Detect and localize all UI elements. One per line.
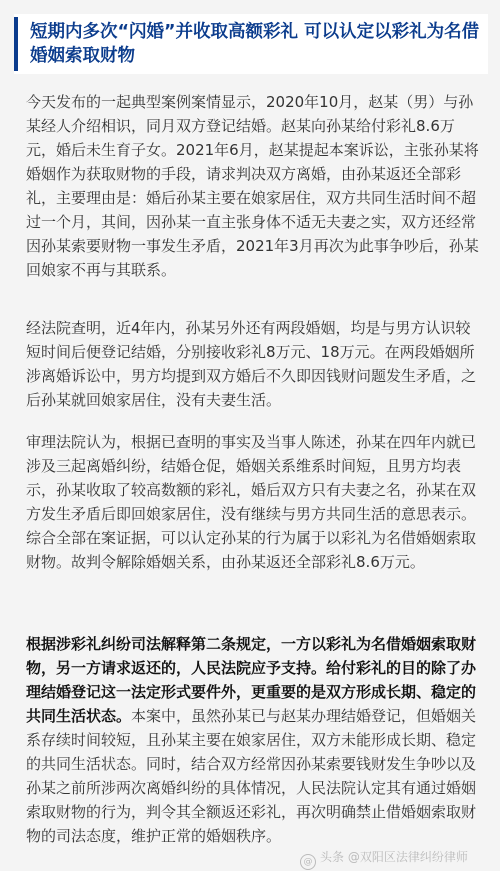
- watermark-text: 头条 @双阳区法律纠纷律师: [320, 850, 468, 864]
- paragraph-case-facts: 今天发布的一起典型案例案情显示，2020年10月，赵某（男）与孙某经人介绍相识，同月双方登记结婚。赵某向孙某给付彩礼8.6万元，婚后未生育子女。2021年6月，赵某提起本案诉讼，主张孙某将婚姻作为获取财物的手段，请求判决双方离婚，由孙某返还全部彩礼，主要理由是：婚后孙某主要在娘家居住，双方共同生活时间不超过一个月，其间，因孙某一直主张身体不适无夫妻之实，双方还经常因孙某索要财物一事发生矛盾，2021年3月再次为此事争吵后，孙某回娘家不再与其联系。: [26, 93, 479, 279]
- paragraph-legal-analysis: [26, 632, 482, 848]
- article-title: 短期内多次“闪婚”并收取高额彩礼 可以认定以彩礼为名借婚姻索取财物: [30, 22, 480, 66]
- paragraph-court-findings: 经法院查明，近4年内，孙某另外还有两段婚姻，均是与男方认识较短时间后便登记结婚，分别接收彩礼8万元、18万元。在两段婚姻所涉离婚诉讼中，男方均提到双方婚后不久即因钱财问题发生矛盾，之后孙某就回娘家居住，没有夫妻生活。: [26, 319, 477, 409]
- legal-analysis-bold: 根据涉彩礼纠纷司法解释第二条规定，一方以彩礼为名借婚姻索取财物，另一方请求返还的，人民法院应予支持。给付彩礼的目的除了办理结婚登记这一法定形式要件外，更重要的是双方形成长期、稳定的共同生活状态。: [26, 635, 477, 725]
- watermark: [300, 847, 490, 867]
- paragraph-court-ruling: 审理法院认为，根据已查明的事实及当事人陈述，孙某在四年内就已涉及三起离婚纠纷，结婚仓促，婚姻关系维系时间短，且男方均表示，孙某收取了较高数额的彩礼，婚后双方只有夫妻之名，孙某在双方发生矛盾后即回娘家居住，没有继续与男方共同生活的意思表示。综合全部在案证据，可以认定孙某的行为属于以彩礼为名借婚姻索取财物。故判令解除婚姻关系，由孙某返还全部彩礼8.6万元。: [26, 433, 477, 571]
- article-title-block: [14, 14, 488, 74]
- legal-analysis-plain: 本案中，虽然孙某已与赵某办理结婚登记，但婚姻关系存续时间较短，且孙某主要在娘家居住，双方未能形成长期、稳定的共同生活状态。同时，结合双方经常因孙某索要钱财发生争吵以及孙某之前所涉两次离婚纠纷的具体情况，人民法院认定其有通过婚姻索取财物的行为，判令其全额返还彩礼，再次明确禁止借婚姻索取财物的司法态度，维护正常的婚姻秩序。: [26, 707, 477, 845]
- title-accent-bar: [14, 17, 18, 71]
- at-icon: @: [300, 854, 316, 870]
